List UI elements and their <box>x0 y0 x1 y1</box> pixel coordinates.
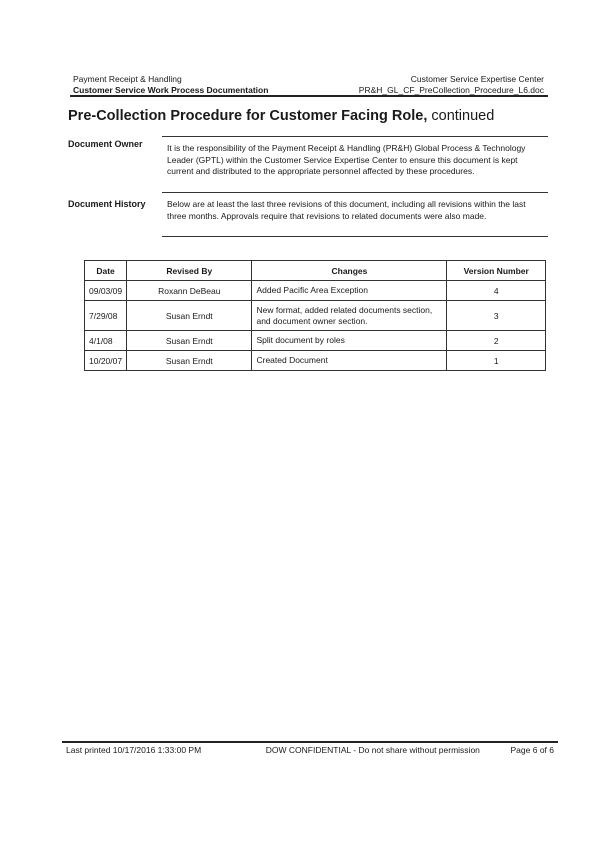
cell-changes: Created Document <box>252 351 447 371</box>
table-row <box>85 331 546 351</box>
footer-printed: Last printed 10/17/2016 1:33:00 PM <box>66 745 202 755</box>
cell-date: 7/29/08 <box>85 301 127 331</box>
cell-date: 10/20/07 <box>85 351 127 371</box>
cell-version: 2 <box>447 331 546 351</box>
history-text: Below are at least the last three revisions of this document, including all revisions within the last three months. Approvals require that revisions to related documents were also made. <box>167 199 526 221</box>
history-label: Document History <box>68 199 146 209</box>
page-title <box>68 108 494 124</box>
footer-page-number: Page 6 of 6 <box>510 745 554 755</box>
owner-top-rule <box>162 136 548 137</box>
table-header-row <box>85 261 546 281</box>
cell-version: 1 <box>447 351 546 371</box>
header-doc-type: Customer Service Work Process Documentation <box>73 85 269 95</box>
owner-text: It is the responsibility of the Payment Receipt & Handling (PR&H) Global Process & Technology Leader (GPTL) within the Customer Service Expertise Center to ensure this document is kept current and distributed to the appropriate personnel affected by these procedures. <box>167 143 526 176</box>
footer-confidential: DOW CONFIDENTIAL - Do not share without permission <box>265 745 480 755</box>
cell-version: 3 <box>447 301 546 331</box>
cell-changes: Added Pacific Area Exception <box>252 281 447 301</box>
page-title-main: Pre-Collection Procedure for Customer Facing Role, <box>68 108 428 124</box>
cell-revised-by: Susan Erndt <box>127 351 252 371</box>
document-history-table <box>84 260 546 371</box>
history-bottom-rule <box>162 236 548 237</box>
col-header-changes: Changes <box>252 261 447 281</box>
header-rule <box>70 95 548 97</box>
col-header-revised-by: Revised By <box>127 261 252 281</box>
cell-changes: New format, added related documents section, and document owner section. <box>252 301 447 331</box>
cell-changes: Split document by roles <box>252 331 447 351</box>
header-filename: PR&H_GL_CF_PreCollection_Procedure_L6.doc <box>358 85 544 95</box>
table-row <box>85 281 546 301</box>
cell-revised-by: Susan Erndt <box>127 331 252 351</box>
cell-date: 09/03/09 <box>85 281 127 301</box>
cell-date: 4/1/08 <box>85 331 127 351</box>
cell-revised-by: Roxann DeBeau <box>127 281 252 301</box>
header-left <box>73 74 268 96</box>
footer-rule <box>62 741 558 743</box>
table-row <box>85 301 546 331</box>
cell-revised-by: Susan Erndt <box>127 301 252 331</box>
header-department: Payment Receipt & Handling <box>73 74 182 84</box>
page-title-continued: continued <box>431 108 495 124</box>
history-top-rule <box>162 192 548 193</box>
header-right <box>359 74 544 96</box>
col-header-date: Date <box>85 261 127 281</box>
table-row <box>85 351 546 371</box>
footer <box>66 745 554 755</box>
cell-version: 4 <box>447 281 546 301</box>
owner-label: Document Owner <box>68 139 143 149</box>
col-header-version: Version Number <box>447 261 546 281</box>
header-center-name: Customer Service Expertise Center <box>410 74 544 84</box>
